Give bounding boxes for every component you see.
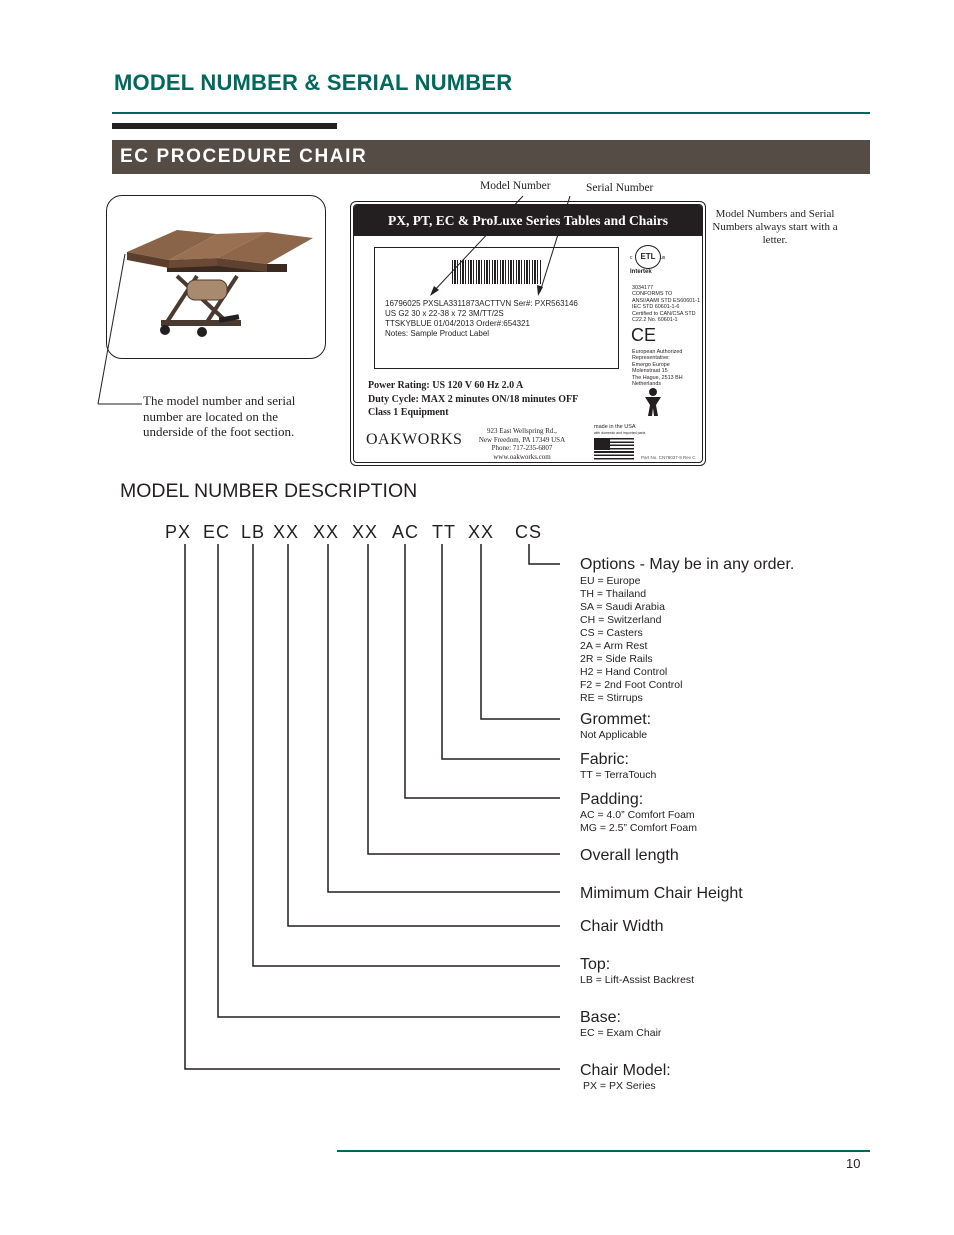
field-items: [580, 575, 794, 705]
address-line: New Freedom, PA 17349 USA: [478, 435, 566, 444]
bracket-padding: [405, 544, 560, 798]
duty-cycle: Duty Cycle: MAX 2 minutes ON/18 minutes OFF: [368, 393, 579, 405]
bracket-fabric: [442, 544, 560, 759]
label-line-1: 16796025 PXSLA3311873ACTTVN Ser#: PXR563146: [385, 299, 578, 308]
field-fabric: [580, 751, 656, 782]
cert-line: ANSI/AAMI STD ES60601-1: [632, 297, 701, 304]
eu-line: The Hague, 2513 BH: [632, 374, 683, 381]
cert-line: CONFORMS TO: [632, 291, 673, 298]
field-item: LB = Lift-Assist Backrest: [580, 974, 695, 986]
option-item: SA = Saudi Arabia: [580, 601, 665, 613]
field-min-height: Mimimum Chair Height: [580, 885, 743, 902]
model-number-pointer-label: Model Number: [480, 180, 551, 192]
eu-line: Emergo Europe: [632, 361, 670, 368]
cert-line: IEC STD 60601-1-6: [632, 304, 680, 311]
ce-mark-icon: CE: [631, 325, 657, 345]
etl-c: c: [630, 255, 633, 261]
made-in-text: made in the USA: [594, 424, 636, 430]
eu-line: European Authorized: [632, 349, 683, 355]
model-pointer-line: [433, 196, 523, 292]
bracket-length: [368, 544, 560, 854]
photo-caption: The model number and serial number are located on the underside of the foot section.: [143, 393, 296, 439]
field-item: EC = Exam Chair: [580, 1027, 662, 1039]
option-item: EU = Europe: [580, 575, 641, 587]
description-heading: MODEL NUMBER DESCRIPTION: [120, 480, 418, 502]
field-chair-model: [580, 1062, 671, 1093]
field-item: AC = 4.0” Comfort Foam: [580, 809, 695, 821]
code-height: XX: [313, 522, 340, 542]
field-options: [580, 556, 794, 705]
bracket-top: [253, 544, 560, 966]
banner-label: EC PROCEDURE CHAIR: [120, 146, 368, 167]
field-item: PX = PX Series: [583, 1080, 656, 1092]
field-item: MG = 2.5” Comfort Foam: [580, 822, 697, 834]
footer-rule: [337, 1150, 870, 1152]
code-grommet: XX: [468, 522, 495, 542]
field-chair-width: Chair Width: [580, 918, 664, 935]
field-label: Top:: [580, 956, 611, 973]
field-item: TT = TerraTouch: [580, 769, 657, 781]
serial-number-pointer-label: Serial Number: [586, 182, 654, 194]
label-line-4: Notes: Sample Product Label: [385, 329, 490, 338]
field-label: Grommet:: [580, 711, 652, 728]
field-top: [580, 956, 694, 987]
oakworks-logo: OAKWORKS: [366, 431, 463, 448]
option-item: RE = Stirrups: [580, 692, 643, 704]
code-fabric: TT: [432, 522, 456, 542]
etl-us: us: [660, 255, 666, 261]
field-padding: [580, 791, 697, 835]
code-px: PX: [165, 522, 192, 542]
option-item: F2 = 2nd Foot Control: [580, 679, 683, 691]
bracket-model: [185, 544, 560, 1069]
option-item: 2A = Arm Rest: [580, 640, 648, 652]
equipment-class: Class 1 Equipment: [368, 407, 449, 418]
option-item: CH = Switzerland: [580, 614, 662, 626]
field-grommet: [580, 711, 651, 742]
eu-line: Netherlands: [632, 381, 662, 388]
field-label: Fabric:: [580, 751, 629, 768]
bracket-base: [218, 544, 560, 1017]
bracket-width: [288, 544, 560, 926]
made-in-sub: with domestic and imported parts: [594, 431, 646, 435]
field-label: Padding:: [580, 791, 644, 808]
bracket-grommet: [481, 544, 560, 719]
option-item: H2 = Hand Control: [580, 666, 668, 678]
code-padding: AC: [392, 522, 420, 542]
bracket-options: [529, 544, 560, 564]
eu-line: Molenstraat 15: [632, 368, 668, 375]
power-rating: Power Rating: US 120 V 60 Hz 2.0 A: [368, 380, 524, 391]
label-line-2: US G2 30 x 22-38 x 72 3M/TT/2S: [385, 309, 504, 318]
label-line-3: TTSKYBLUE 01/04/2013 Order#:654321: [385, 319, 530, 328]
option-item: TH = Thailand: [580, 588, 647, 600]
code-length: XX: [352, 522, 379, 542]
figure-pointers: [0, 0, 954, 520]
page-number: 10: [846, 1156, 861, 1171]
field-label: Chair Model:: [580, 1062, 671, 1079]
code-options: CS: [515, 522, 543, 542]
address-line: 923 East Wellspring Rd.,: [487, 427, 557, 435]
caption-pointer: [98, 254, 125, 404]
field-base: [580, 1009, 661, 1040]
bracket-height: [328, 544, 560, 892]
serial-pointer-line: [540, 196, 570, 292]
page-title: MODEL NUMBER & SERIAL NUMBER: [114, 70, 513, 95]
address-line: Phone: 717-235-6807: [491, 444, 553, 452]
option-item: 2R = Side Rails: [580, 653, 653, 665]
etl-icon: ETL: [635, 245, 661, 269]
eu-line: Representative:: [632, 355, 670, 362]
field-item: Not Applicable: [580, 729, 648, 741]
address-line: www.oakworks.com: [493, 452, 551, 461]
field-label: Options - May be in any order.: [580, 556, 795, 573]
code-ec: EC: [203, 522, 231, 542]
field-label: Base:: [580, 1009, 621, 1026]
intertek-label: Intertek: [630, 269, 652, 275]
cert-line: Certified to CAN/CSA STD: [632, 310, 696, 317]
cert-number: 3034177: [632, 285, 653, 291]
side-note: Model Numbers and Serial Numbers always start with a letter.: [712, 208, 838, 246]
code-lb: LB: [241, 522, 266, 542]
cert-line: C22.2 No. 60601-1: [632, 317, 678, 324]
field-overall-length: Overall length: [580, 847, 679, 864]
label-header: PX, PT, EC & ProLuxe Series Tables and Chairs: [354, 205, 702, 236]
code-bracket-lines: [0, 540, 954, 1080]
option-item: CS = Casters: [580, 627, 643, 639]
code-width: XX: [273, 522, 300, 542]
part-number: Part No. CN78037-9 Rev C: [641, 455, 696, 460]
